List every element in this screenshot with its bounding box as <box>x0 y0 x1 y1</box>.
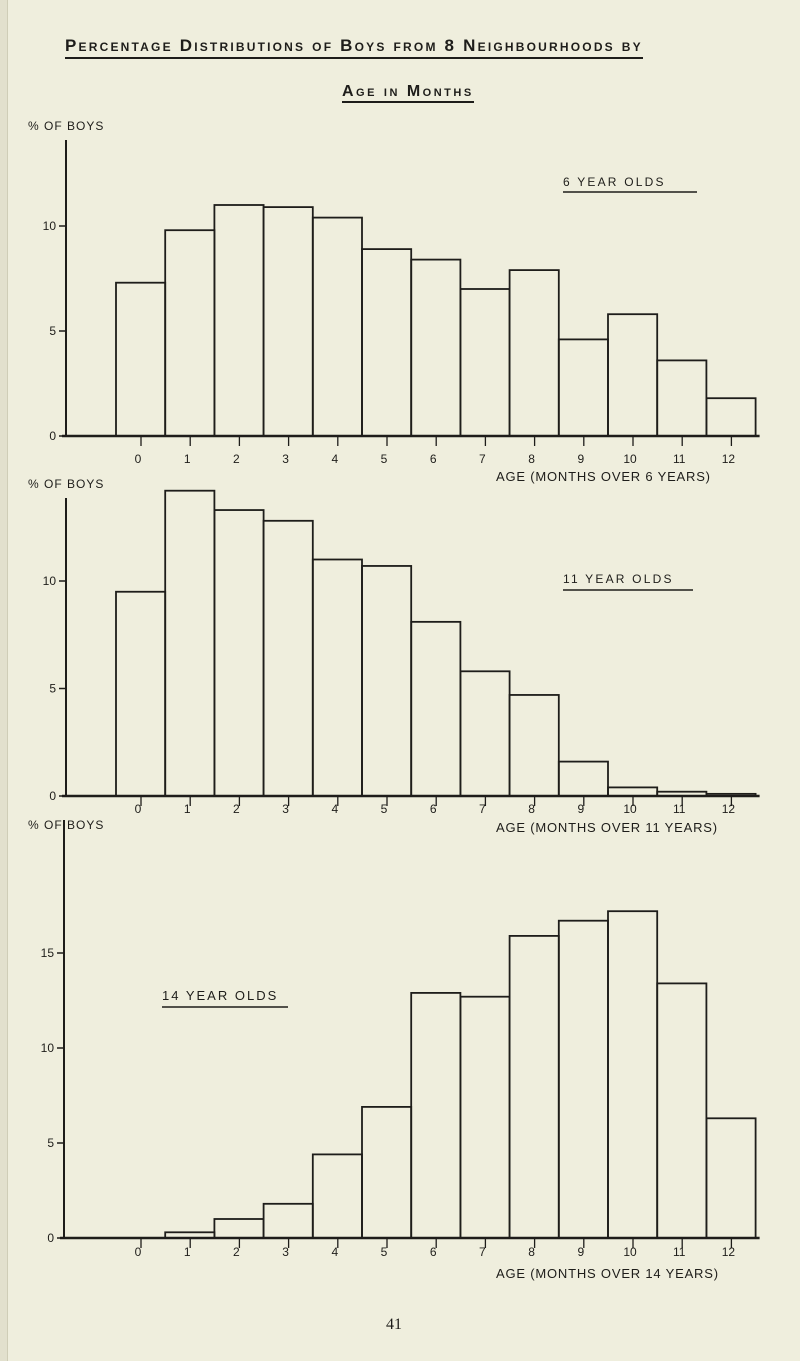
bar-8 <box>510 695 559 796</box>
x-tick-label: 8 <box>528 452 535 466</box>
bar-8 <box>510 270 559 436</box>
x-tick-label: 0 <box>134 452 142 466</box>
bar-5 <box>362 1107 411 1238</box>
x-tick-label: 12 <box>721 452 736 466</box>
bar-5 <box>362 566 411 796</box>
bar-7 <box>460 997 509 1238</box>
bar-11 <box>657 983 706 1238</box>
bar-11 <box>657 360 706 436</box>
y-tick-label: 10 <box>42 219 56 233</box>
chart-title: 14 YEAR OLDS <box>162 988 279 1003</box>
x-tick-label: 8 <box>528 1245 535 1259</box>
page-number: 41 <box>386 1316 402 1333</box>
bar-6 <box>411 993 460 1238</box>
bar-9 <box>559 339 608 436</box>
x-tick-label: 5 <box>380 452 388 466</box>
x-tick-label: 9 <box>577 1245 585 1259</box>
x-tick-label: 9 <box>577 452 585 466</box>
chart-title: 11 YEAR OLDS <box>563 572 674 586</box>
x-tick-label: 3 <box>282 1245 289 1259</box>
y-tick-label: 10 <box>42 574 56 588</box>
x-tick-label: 1 <box>183 452 191 466</box>
x-tick-label: 8 <box>528 802 535 816</box>
x-tick-label: 5 <box>380 802 388 816</box>
x-tick-label: 5 <box>380 1245 388 1259</box>
y-tick-label: 5 <box>49 681 56 696</box>
x-tick-label: 12 <box>721 1245 736 1259</box>
bar-8 <box>510 936 559 1238</box>
x-tick-label: 3 <box>282 452 289 466</box>
x-tick-label: 12 <box>721 802 736 816</box>
x-tick-label: 4 <box>331 452 339 466</box>
x-tick-label: 0 <box>134 1245 142 1259</box>
x-tick-label: 11 <box>672 1245 686 1259</box>
bar-6 <box>411 260 460 436</box>
x-tick-label: 7 <box>479 802 486 816</box>
bar-6 <box>411 622 460 796</box>
y-tick-label: 15 <box>40 946 54 960</box>
y-tick-label: 5 <box>49 324 56 338</box>
x-axis-label: AGE (MONTHS OVER 6 YEARS) <box>496 469 711 484</box>
bar-3 <box>264 207 313 436</box>
bar-1 <box>165 1232 214 1238</box>
y-tick-label: 5 <box>47 1136 54 1150</box>
x-tick-label: 7 <box>479 1245 486 1259</box>
bar-0 <box>116 592 165 796</box>
x-tick-label: 6 <box>429 452 437 466</box>
y-tick-label: 10 <box>40 1041 54 1055</box>
bar-10 <box>608 314 657 436</box>
bar-1 <box>165 491 214 796</box>
x-tick-label: 7 <box>479 452 486 466</box>
x-tick-label: 2 <box>233 802 240 816</box>
y-axis-label: % OF BOYS <box>28 119 105 133</box>
bar-1 <box>165 230 214 436</box>
x-tick-label: 4 <box>331 1245 339 1259</box>
bar-10 <box>608 787 657 796</box>
bar-4 <box>313 560 362 797</box>
x-tick-label: 6 <box>429 1245 437 1259</box>
x-tick-label: 2 <box>233 1245 240 1259</box>
bar-2 <box>214 205 263 436</box>
x-tick-label: 3 <box>282 802 289 816</box>
chart-6-year-olds <box>0 110 800 490</box>
bar-7 <box>460 671 509 796</box>
x-tick-label: 10 <box>623 452 637 466</box>
bar-9 <box>559 762 608 796</box>
x-tick-label: 1 <box>183 1245 191 1259</box>
x-tick-label: 10 <box>623 802 637 816</box>
y-tick-label: 0 <box>49 789 56 803</box>
bar-0 <box>116 283 165 436</box>
bar-4 <box>313 218 362 436</box>
x-tick-label: 2 <box>233 452 240 466</box>
x-tick-label: 11 <box>672 452 686 466</box>
bar-9 <box>559 921 608 1238</box>
x-tick-label: 1 <box>183 802 191 816</box>
chart-14-year-olds <box>0 820 800 1300</box>
bar-12 <box>706 1118 755 1238</box>
bar-3 <box>264 521 313 796</box>
x-tick-label: 0 <box>134 802 142 816</box>
bar-12 <box>706 398 755 436</box>
bar-11 <box>657 792 706 796</box>
bar-2 <box>214 510 263 796</box>
chart-title: 6 YEAR OLDS <box>563 175 666 189</box>
bar-7 <box>460 289 509 436</box>
bar-5 <box>362 249 411 436</box>
x-tick-label: 6 <box>429 802 437 816</box>
bar-4 <box>313 1154 362 1238</box>
bar-3 <box>264 1204 313 1238</box>
x-tick-label: 9 <box>577 802 585 816</box>
chart-11-year-olds <box>0 470 800 840</box>
y-axis-label: % OF BOYS <box>28 477 105 491</box>
page-subtitle: Age in Months <box>342 83 474 103</box>
x-tick-label: 11 <box>672 802 686 816</box>
y-tick-label: 0 <box>49 429 56 443</box>
y-tick-label: 0 <box>47 1231 54 1245</box>
x-axis-label: AGE (MONTHS OVER 11 YEARS) <box>496 820 718 835</box>
x-axis-label: AGE (MONTHS OVER 14 YEARS) <box>496 1266 719 1281</box>
page-title: Percentage Distributions of Boys from 8 Neighbourhoods by <box>65 36 643 59</box>
bar-10 <box>608 911 657 1238</box>
x-tick-label: 4 <box>331 802 339 816</box>
y-axis-label: % OF BOYS <box>28 818 105 832</box>
x-tick-label: 10 <box>623 1245 637 1259</box>
bar-2 <box>214 1219 263 1238</box>
